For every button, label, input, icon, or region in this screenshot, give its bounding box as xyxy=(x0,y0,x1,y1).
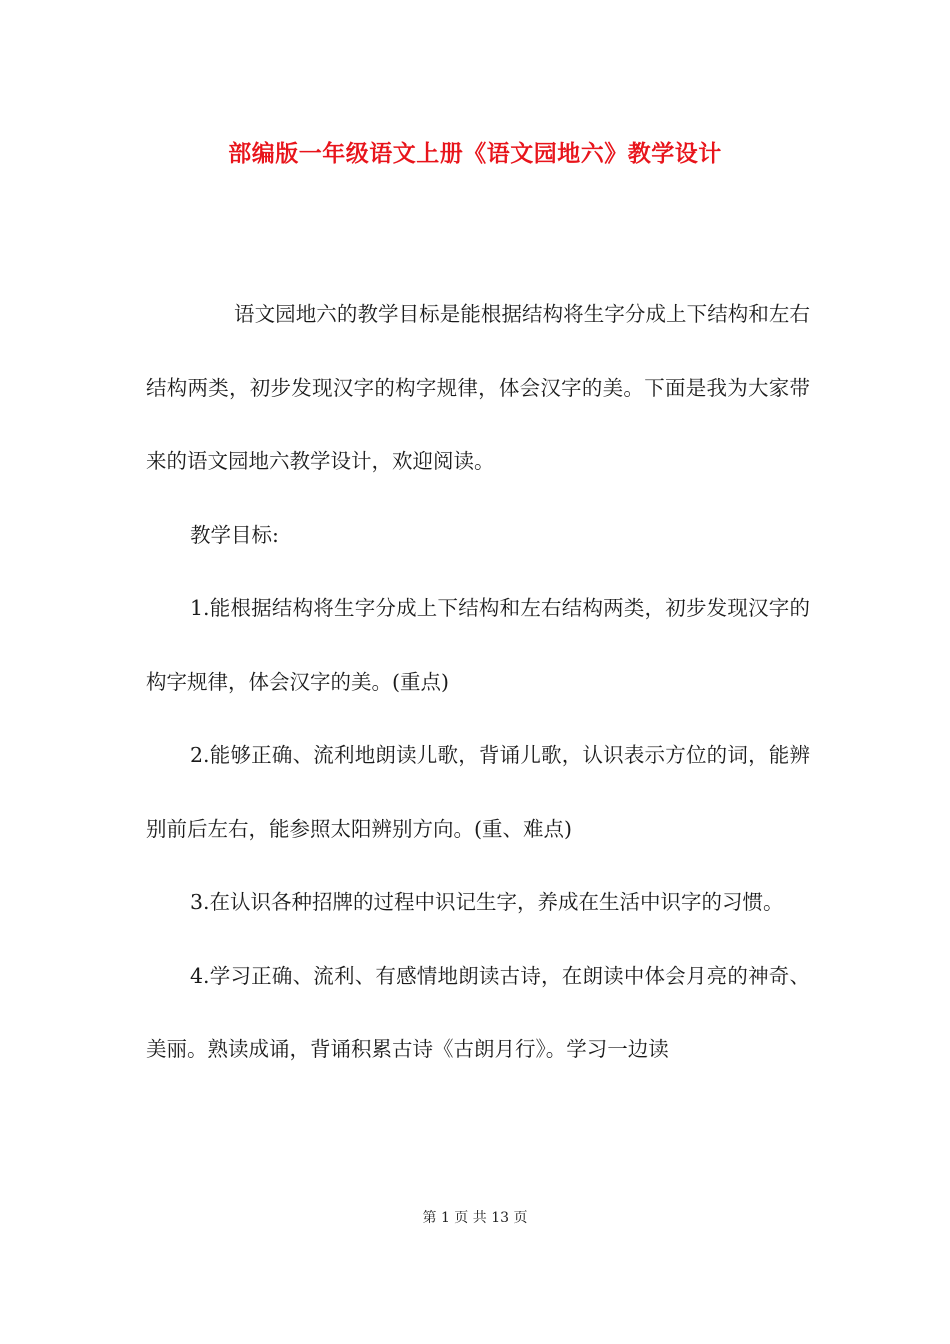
objective-item-4: 4.学习正确、流利、有感情地朗读古诗，在朗读中体会月亮的神奇、美丽。熟读成诵，背诵积累古诗《古朗月行》。学习一边读 xyxy=(146,963,810,1061)
section-heading-objectives: 教学目标: xyxy=(190,522,279,547)
objective-item-1: 1.能根据结构将生字分成上下结构和左右结构两类，初步发现汉字的构字规律，体会汉字的美。(重点) xyxy=(146,596,810,694)
document-body xyxy=(146,278,810,1087)
objective-item-3: 3.在认识各种招牌的过程中识记生字，养成在生活中识字的习惯。 xyxy=(190,890,784,914)
intro-paragraph: 语文园地六的教学目标是能根据结构将生字分成上下结构和左右结构两类，初步发现汉字的构字规律，体会汉字的美。下面是我为大家带来的语文园地六教学设计，欢迎阅读。 xyxy=(146,302,810,473)
document-title: 部编版一年级语文上册《语文园地六》教学设计 xyxy=(228,140,722,167)
page-footer xyxy=(0,1208,950,1228)
objective-item-2: 2.能够正确、流利地朗读儿歌，背诵儿歌，认识表示方位的词，能辨别前后左右，能参照太阳辨别方向。(重、难点) xyxy=(146,743,810,841)
page-number: 第 1 页 共 13 页 xyxy=(422,1210,528,1226)
